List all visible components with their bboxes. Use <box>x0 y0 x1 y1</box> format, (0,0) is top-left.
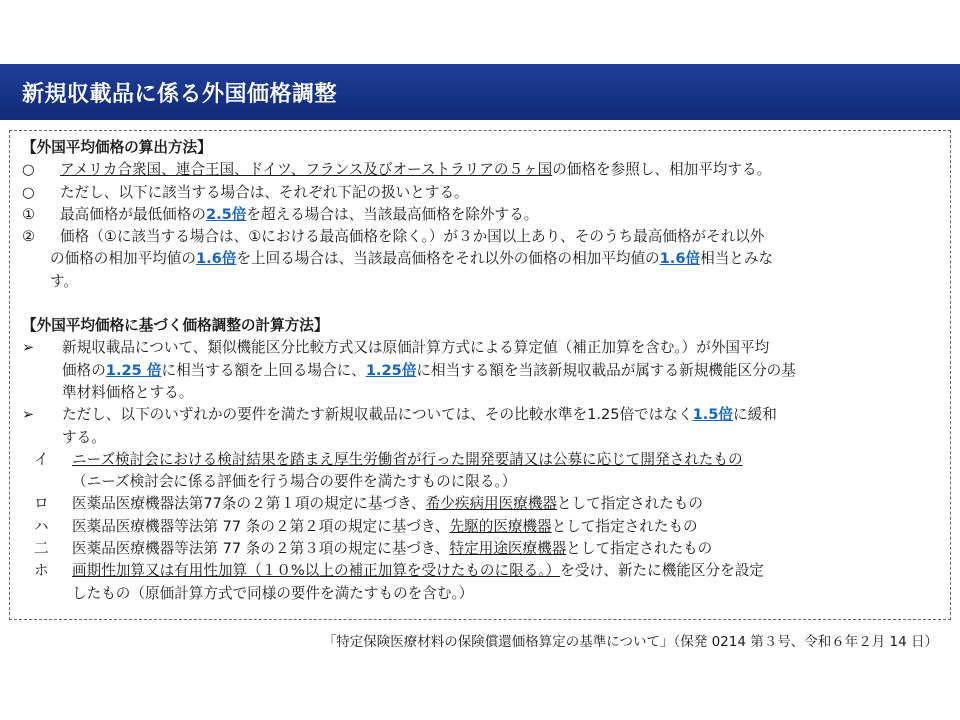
requirement-ro-text-a: 医薬品医療機器法第77条の２第１項の規定に基づき、 <box>72 495 426 513</box>
arrow-2-text-b: に緩和 <box>733 406 777 424</box>
requirement-ni-text-b: として指定されたもの <box>566 540 713 558</box>
requirement-ho-keyword: 画期性加算又は有用性加算（１０%以上の補正加算を受けたものに限る。） <box>72 562 561 580</box>
spacer <box>22 293 938 315</box>
page-title: 新規収載品に係る外国価格調整 <box>22 81 338 107</box>
requirement-ha-text-b: として指定されたもの <box>551 517 698 535</box>
item-1-text-b: を超える場合は、当該最高価格を除外する。 <box>246 205 539 223</box>
requirement-ni-keyword: 特定用途医療機器 <box>449 540 567 558</box>
requirement-ro-text-b: として指定されたもの <box>557 495 703 513</box>
requirement-ro-mark: ロ <box>34 495 49 513</box>
requirement-ho-mark: ホ <box>34 562 49 580</box>
item-2-text-d: 相当とみな <box>700 250 774 268</box>
requirement-ha-keyword: 先駆的医療機器 <box>449 517 552 535</box>
arrow-1-text-b: 価格の <box>62 361 106 379</box>
content-box <box>9 130 951 620</box>
item-2-text-b: の価格の相加平均値の <box>50 250 196 268</box>
circle-bullet: ○ <box>22 161 35 179</box>
arrow-1-text-a: 新規収載品について、類似機能区分比較方式又は原価計算方式による算定値（補正加算を含む。）が外国平均 <box>62 339 770 357</box>
requirement-ha <box>22 516 938 538</box>
requirement-ni-text-a: 医薬品医療機器等法第 77 条の２第３項の規定に基づき、 <box>72 540 450 558</box>
section1-heading: 【外国平均価格の算出方法】 <box>22 139 212 156</box>
country-list: アメリカ合衆国、連合王国、ドイツ、フランス及びオーストラリアの５ヶ国 <box>60 161 553 179</box>
ratio-1-5: 1.5倍 <box>692 406 734 424</box>
requirement-ni <box>22 538 938 560</box>
arrow-1-text-c: に相当する額を上回る場合に、 <box>161 361 366 379</box>
source-citation: 「特定保険医療材料の保険償還価格算定の基準について」（保発 0214 第３号、令和６年２月 14 日） <box>322 634 938 650</box>
requirement-i <box>22 449 938 471</box>
section1-item-2-end: す。 <box>50 272 79 290</box>
ratio-1-25-second: 1.25倍 <box>365 361 417 379</box>
item-1-text-a: 最高価格が最低価格の <box>60 205 206 223</box>
ratio-1-6: 1.6倍 <box>195 250 237 268</box>
item-1-mark: ① <box>22 205 36 223</box>
circle-bullet: ○ <box>22 183 35 201</box>
section2-arrow-2-end: する。 <box>62 428 106 446</box>
item-2-mark: ② <box>22 228 36 246</box>
section1-bullet-2 <box>22 182 938 204</box>
requirement-ro <box>22 493 938 515</box>
requirement-ho <box>22 560 938 582</box>
arrow-bullet-icon: ➢ <box>22 406 35 424</box>
item-2-text-c: を上回る場合は、当該最高価格をそれ以外の価格の相加平均値の <box>236 250 660 268</box>
requirement-ha-text-a: 医薬品医療機器等法第 77 条の２第２項の規定に基づき、 <box>72 517 450 535</box>
requirement-ni-mark: 二 <box>34 540 49 558</box>
bullet-1-text: の価格を参照し、相加平均する。 <box>552 161 772 179</box>
title-bar <box>0 64 960 120</box>
item-2-text-a: 価格（①に該当する場合は、①における最高価格を除く。）が３か国以上あり、そのうち最高価格がそれ以外 <box>60 228 765 246</box>
requirement-ho-text-b: を受け、新たに機能区分を設定 <box>560 562 764 580</box>
section1-item-2 <box>22 226 938 248</box>
section1-item-1 <box>22 204 938 226</box>
section2-arrow-1-cont <box>22 360 938 382</box>
requirement-i-text: ニーズ検討会における検討結果を踏まえ厚生労働省が行った開発要請又は公募に応じて開発されたもの <box>72 450 743 468</box>
ratio-1-25: 1.25 倍 <box>105 361 162 379</box>
requirement-i-mark: イ <box>34 450 49 468</box>
requirement-ha-mark: ハ <box>34 517 49 535</box>
requirement-i-cont: （ニーズ検討会に係る評価を行う場合の要件を満たすものに限る。） <box>72 473 517 491</box>
requirement-ro-keyword: 希少疾病用医療機器 <box>425 495 558 513</box>
requirement-ho-cont: したもの（原価計算方式で同様の要件を満たすものを含む。） <box>72 584 474 602</box>
section2-arrow-2 <box>22 404 938 426</box>
section2-heading: 【外国平均価格に基づく価格調整の計算方法】 <box>22 317 329 335</box>
arrow-1-text-d: に相当する額を当該新規収載品が属する新規機能区分の基 <box>416 361 796 379</box>
arrow-2-text-a: ただし、以下のいずれかの要件を満たす新規収載品については、その比較水準を1.25倍ではなく <box>62 406 693 424</box>
section1-item-2-cont <box>22 248 938 270</box>
arrow-bullet-icon: ➢ <box>22 339 35 357</box>
section1-bullet-1 <box>22 159 938 181</box>
section2-arrow-1 <box>22 337 938 359</box>
ratio-2-5: 2.5倍 <box>205 205 247 223</box>
bullet-2-text: ただし、以下に該当する場合は、それぞれ下記の扱いとする。 <box>60 183 469 201</box>
section2-arrow-1-end: 準材料価格とする。 <box>62 383 194 401</box>
ratio-1-6-second: 1.6倍 <box>659 250 701 268</box>
